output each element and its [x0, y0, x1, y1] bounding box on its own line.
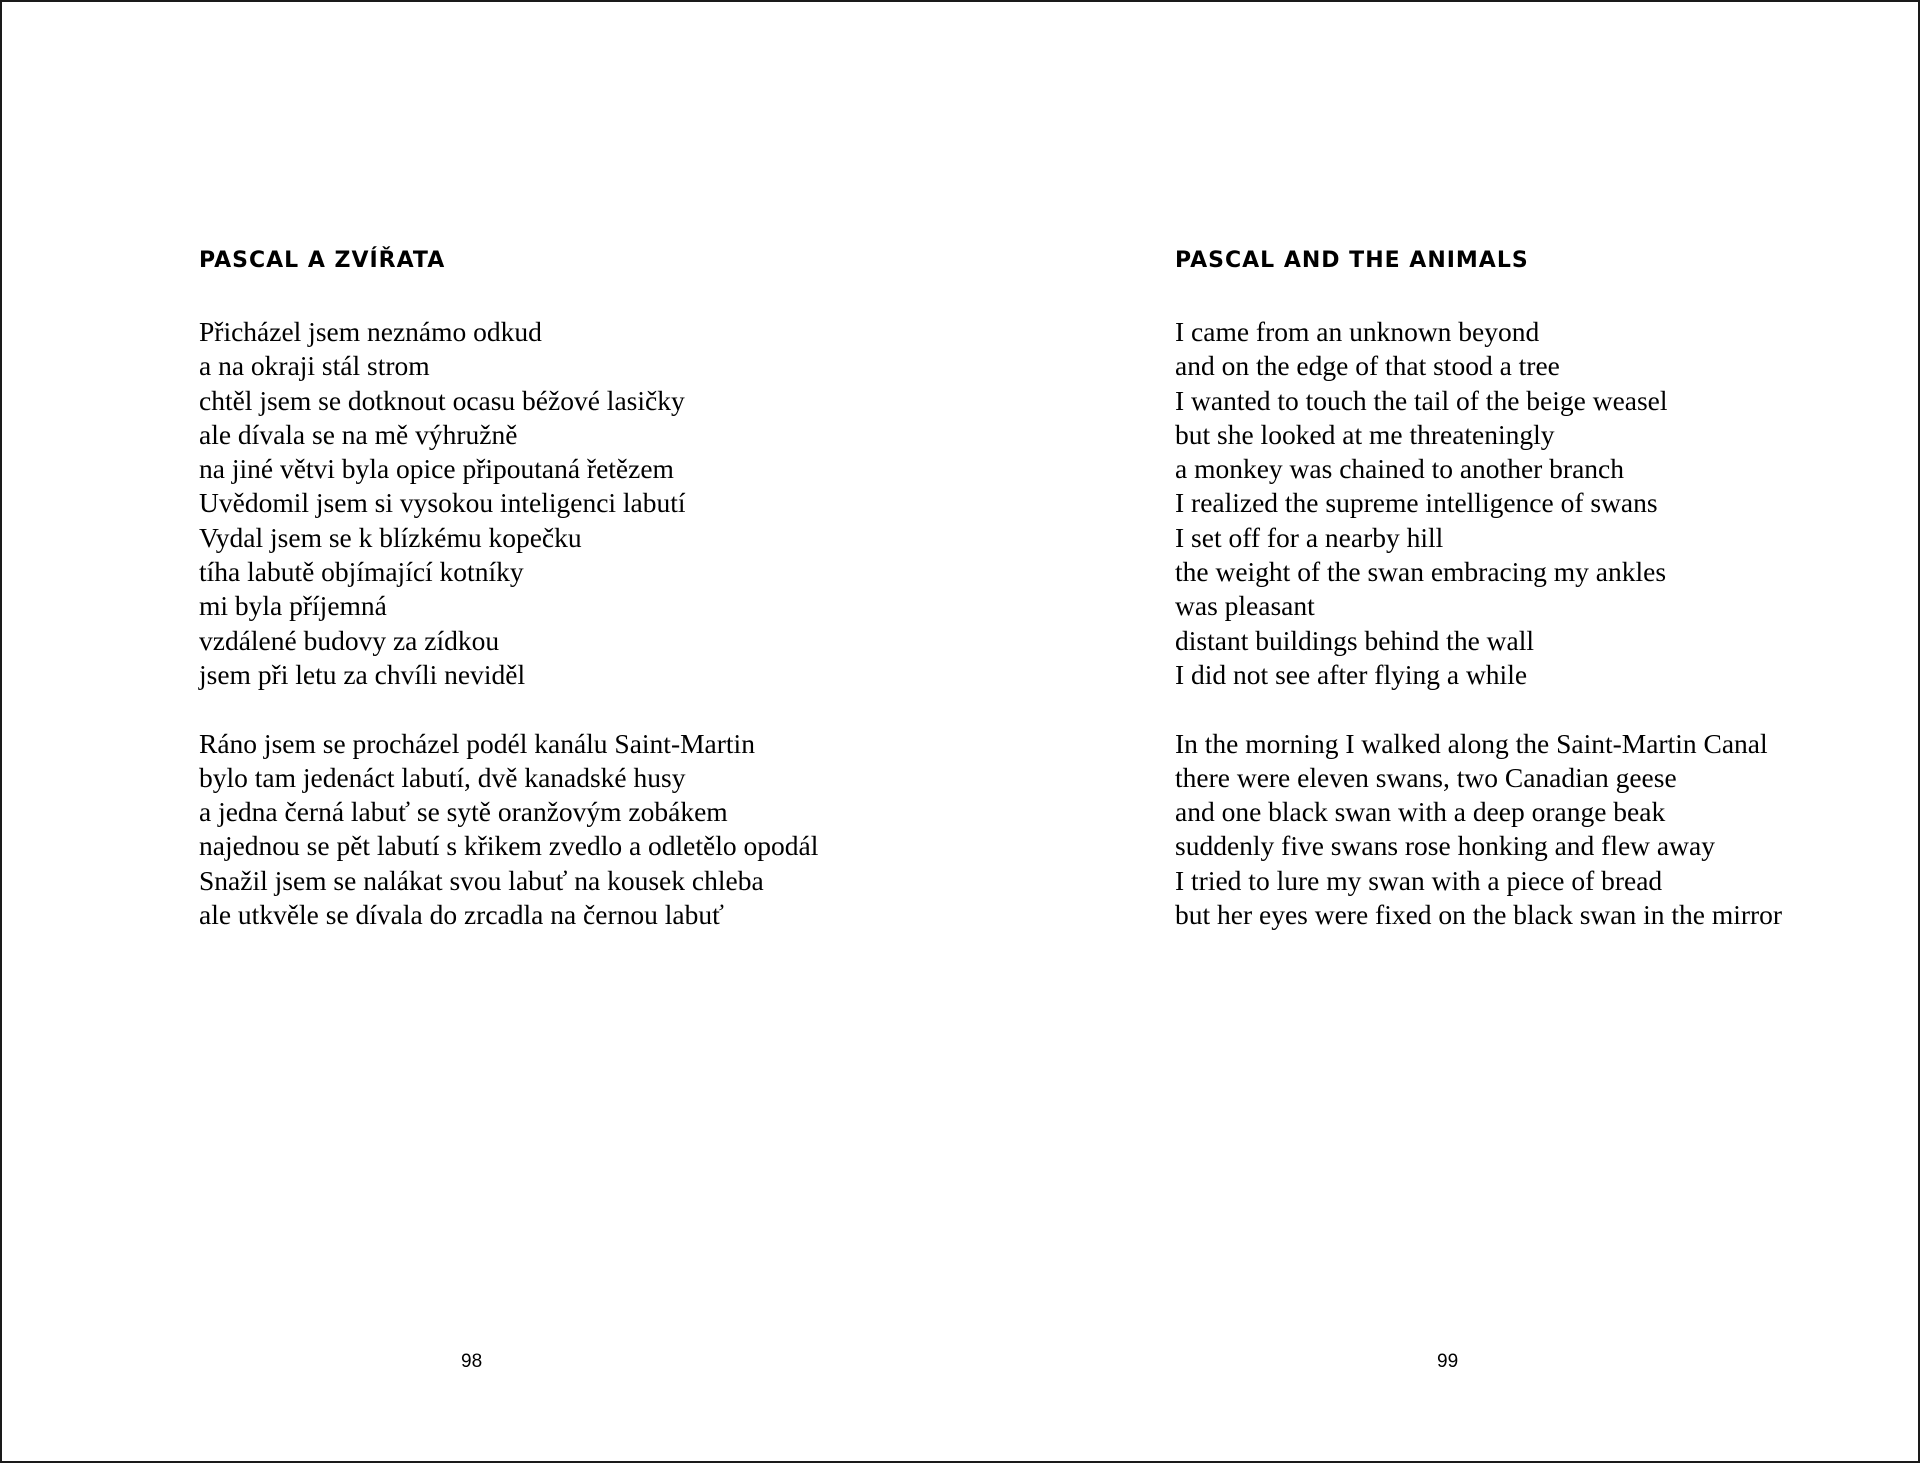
poem-line: Uvědomil jsem si vysokou inteligenci labutí: [199, 487, 686, 519]
poem-line: chtěl jsem se dotknout ocasu béžové lasičky: [199, 384, 685, 416]
poem-line: Ráno jsem se procházel podél kanálu Saint-Martin: [199, 727, 755, 759]
poem-line: suddenly five swans rose honking and flew away: [1175, 830, 1715, 862]
poem-line: tíha labutě objímající kotníky: [199, 556, 524, 588]
poem-line: I tried to lure my swan with a piece of bread: [1175, 864, 1663, 896]
poem-line: a na okraji stál strom: [199, 350, 430, 382]
poem-line: but her eyes were fixed on the black swan in the mirror: [1175, 899, 1783, 931]
poem-line: na jiné větvi byla opice připoutaná řetězem: [199, 453, 674, 485]
page-number: 98: [461, 1351, 483, 1372]
left-page: [2, 2, 962, 1461]
poem-line: ale dívala se na mě výhružně: [199, 418, 518, 450]
poem-line: Snažil jsem se nalákat svou labuť na kousek chleba: [199, 864, 764, 896]
poem-line: and on the edge of that stood a tree: [1175, 350, 1560, 382]
stanza: [199, 727, 818, 933]
stanza: [199, 315, 818, 692]
poem-line: vzdálené budovy za zídkou: [199, 624, 500, 656]
poem-line: but she looked at me threateningly: [1175, 418, 1555, 450]
poem-line: I set off for a nearby hill: [1175, 521, 1444, 553]
page-number: 99: [1437, 1351, 1459, 1372]
poem-line: I did not see after flying a while: [1175, 658, 1528, 690]
stanza: [1175, 727, 1782, 933]
poem-line: a monkey was chained to another branch: [1175, 453, 1624, 485]
poem-line: and one black swan with a deep orange beak: [1175, 796, 1666, 828]
poem-line: there were eleven swans, two Canadian geese: [1175, 761, 1677, 793]
poem-line: a jedna černá labuť se sytě oranžovým zobákem: [199, 796, 728, 828]
poem-title: PASCAL A ZVÍŘATA: [199, 248, 446, 273]
poem-body: [1175, 315, 1782, 967]
right-page: [960, 2, 1920, 1461]
poem-line: bylo tam jedenáct labutí, dvě kanadské husy: [199, 761, 686, 793]
poem-body: [199, 315, 818, 967]
poem-line: distant buildings behind the wall: [1175, 624, 1534, 656]
poem-line: Přicházel jsem neznámo odkud: [199, 316, 542, 347]
poem-line: jsem při letu za chvíli neviděl: [199, 658, 526, 690]
poem-line: I came from an unknown beyond: [1175, 316, 1540, 347]
poem-line: ale utkvěle se dívala do zrcadla na černou labuť: [199, 899, 724, 931]
stanza: [1175, 315, 1782, 692]
poem-line: najednou se pět labutí s křikem zvedlo a odletělo opodál: [199, 830, 819, 862]
poem-line: I realized the supreme intelligence of swans: [1175, 487, 1658, 519]
poem-line: I wanted to touch the tail of the beige weasel: [1175, 384, 1668, 416]
poem-line: was pleasant: [1175, 590, 1315, 622]
poem-line: mi byla příjemná: [199, 590, 387, 622]
poem-title: PASCAL AND THE ANIMALS: [1175, 248, 1529, 273]
poem-line: the weight of the swan embracing my ankles: [1175, 556, 1667, 588]
poem-line: Vydal jsem se k blízkému kopečku: [199, 521, 582, 553]
poem-line: In the morning I walked along the Saint-Martin Canal: [1175, 727, 1768, 759]
